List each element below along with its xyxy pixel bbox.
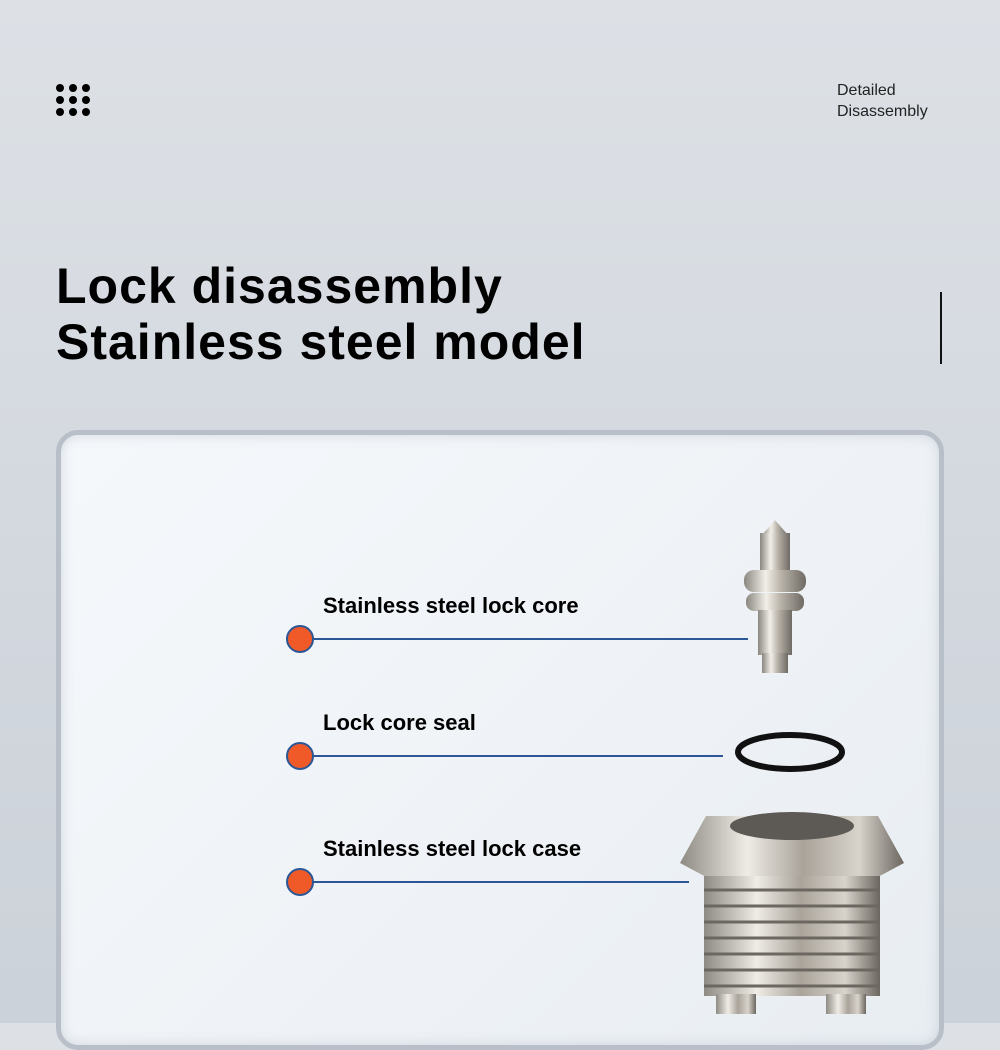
leader-line [313, 755, 723, 757]
marker-dot [286, 742, 314, 770]
marker-dot [286, 625, 314, 653]
divider [940, 292, 942, 364]
lock-case-image [676, 808, 908, 1023]
callout-label: Stainless steel lock core [323, 593, 579, 618]
section-tag [837, 80, 928, 122]
title-line-1: Lock disassembly [56, 258, 503, 314]
marker-dot [286, 868, 314, 896]
title-line-2: Stainless steel model [56, 314, 586, 370]
leader-line [313, 638, 748, 640]
leader-line [313, 881, 689, 883]
seal-ring-image [733, 730, 848, 775]
grid-dots-icon[interactable] [56, 84, 90, 116]
tag-line-2: Disassembly [837, 103, 928, 120]
tag-line-1: Detailed [837, 82, 896, 99]
lock-core-image [730, 515, 820, 680]
callout-label: Lock core seal [323, 710, 476, 735]
page-title [56, 258, 586, 370]
callout-label: Stainless steel lock case [323, 836, 582, 861]
